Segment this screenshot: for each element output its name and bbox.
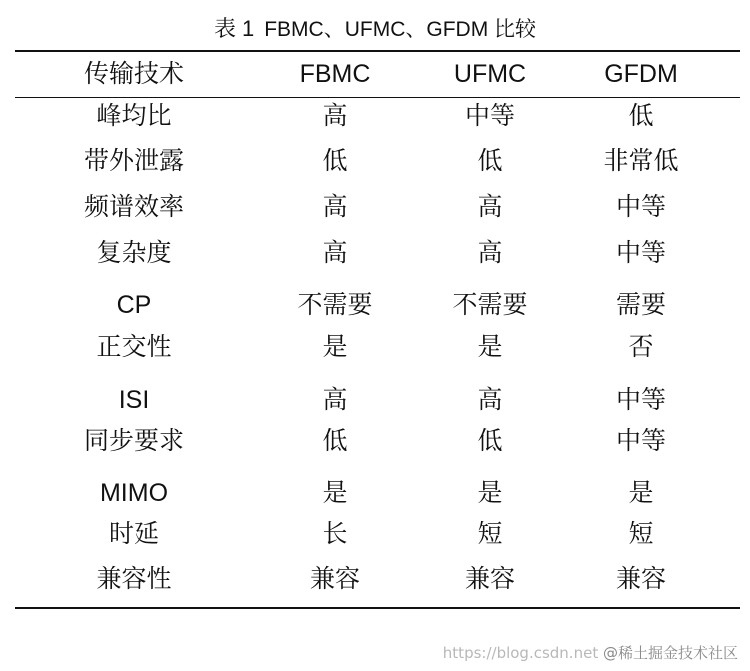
watermark-strong: @稀土掘金技术社区 (602, 644, 738, 662)
row-label-mimo: MIMO (99, 479, 169, 507)
cell-oob-gfdm: 非常低 (603, 146, 679, 175)
cell-sync-ufmc: 低 (477, 426, 503, 455)
row-label-cp: CP (116, 291, 152, 319)
caption-text: FBMC、UFMC、GFDM 比较 (264, 18, 537, 41)
table-caption (0, 12, 750, 43)
cell-complexity-fbmc: 高 (322, 238, 348, 267)
cell-complexity-gfdm: 中等 (615, 238, 666, 267)
row-label-papr: 峰均比 (96, 101, 172, 130)
cell-se-ufmc: 高 (477, 192, 503, 221)
cell-latency-gfdm: 短 (628, 519, 654, 548)
cell-isi-fbmc: 高 (322, 385, 348, 414)
row-label-isi: ISI (118, 386, 150, 414)
caption-number: 1 (241, 16, 255, 41)
row-label-complexity: 复杂度 (96, 238, 172, 267)
cell-compat-fbmc: 兼容 (309, 564, 360, 593)
row-label-oob-leakage: 带外泄露 (83, 146, 184, 175)
cell-orth-gfdm: 否 (628, 332, 654, 361)
row-label-compatibility: 兼容性 (96, 564, 172, 593)
cell-orth-ufmc: 是 (477, 332, 503, 361)
row-label-latency: 时延 (108, 519, 159, 548)
header-fbmc: FBMC (299, 60, 371, 88)
cell-mimo-ufmc: 是 (477, 478, 503, 507)
cell-mimo-fbmc: 是 (322, 478, 348, 507)
table-top-rule (15, 50, 740, 52)
cell-latency-ufmc: 短 (477, 519, 503, 548)
header-ufmc: UFMC (453, 60, 527, 88)
cell-isi-ufmc: 高 (477, 385, 503, 414)
cell-se-fbmc: 高 (322, 192, 348, 221)
header-gfdm: GFDM (604, 60, 678, 88)
header-rule (15, 97, 740, 98)
cell-sync-gfdm: 中等 (615, 426, 666, 455)
cell-se-gfdm: 中等 (615, 192, 666, 221)
cell-sync-fbmc: 低 (322, 426, 348, 455)
row-label-orthogonality: 正交性 (96, 332, 172, 361)
cell-oob-fbmc: 低 (322, 146, 348, 175)
cell-orth-fbmc: 是 (322, 332, 348, 361)
header-technology: 传输技术 (83, 59, 184, 88)
table-bottom-rule (15, 607, 740, 609)
cell-complexity-ufmc: 高 (477, 238, 503, 267)
cell-papr-ufmc: 中等 (464, 101, 515, 130)
cell-oob-ufmc: 低 (477, 146, 503, 175)
cell-cp-gfdm: 需要 (615, 290, 666, 319)
row-label-sync: 同步要求 (83, 426, 184, 455)
watermark-faint: https://blog.csdn.net (442, 644, 599, 662)
cell-cp-ufmc: 不需要 (452, 290, 528, 319)
cell-cp-fbmc: 不需要 (297, 290, 373, 319)
row-label-spectral-efficiency: 频谱效率 (83, 192, 184, 221)
cell-papr-fbmc: 高 (322, 101, 348, 130)
caption-label: 表 (213, 17, 236, 42)
cell-mimo-gfdm: 是 (628, 478, 654, 507)
cell-papr-gfdm: 低 (628, 101, 654, 130)
cell-compat-ufmc: 兼容 (464, 564, 515, 593)
watermark (443, 642, 738, 663)
cell-compat-gfdm: 兼容 (615, 564, 666, 593)
cell-isi-gfdm: 中等 (615, 385, 666, 414)
cell-latency-fbmc: 长 (322, 519, 348, 548)
